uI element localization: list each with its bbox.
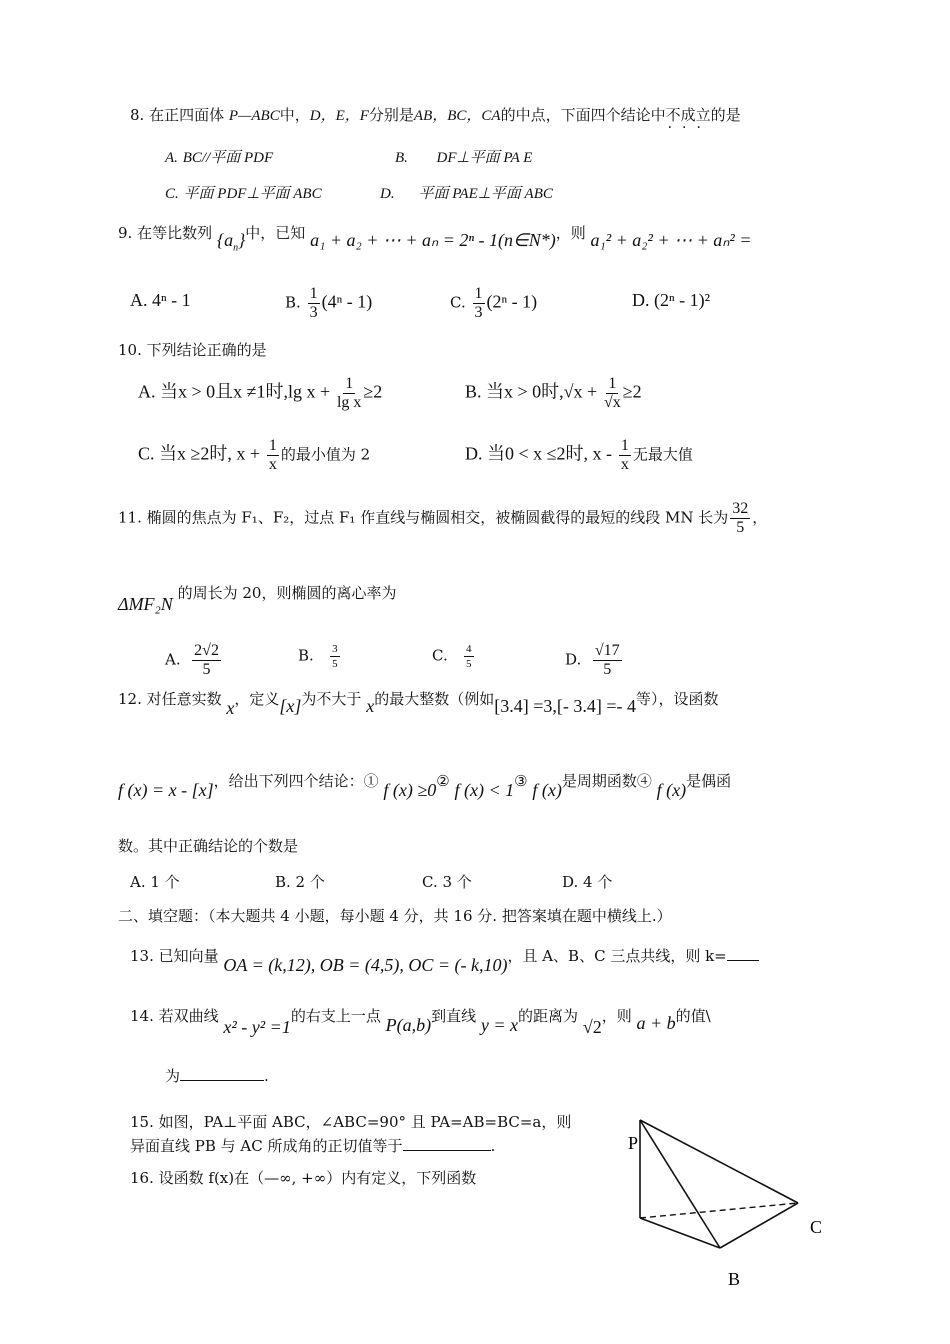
q14-stem-b: 的右支上一点 bbox=[290, 1007, 381, 1025]
q12-func: f (x) = x - [x] bbox=[118, 780, 214, 800]
q11-option-a-fraction bbox=[192, 642, 221, 679]
q10-option-d-num: 1 bbox=[620, 437, 629, 454]
label-c: C bbox=[810, 1217, 823, 1237]
q10-option-a-num: 1 bbox=[345, 375, 354, 392]
q11-stem-2 bbox=[118, 582, 397, 614]
q11-option-c-fraction bbox=[464, 642, 474, 671]
q10-option-d-fraction bbox=[619, 437, 631, 474]
q9-seq-sub: n bbox=[233, 242, 239, 254]
q9-stem-a: 9. 在等比数列 bbox=[118, 224, 213, 242]
q10-option-b bbox=[465, 375, 642, 412]
q12-conclusion-1: f (x) ≥0 bbox=[383, 780, 437, 800]
q12-x2: x bbox=[366, 696, 375, 716]
q12-stem-f: ，给出下列四个结论：① bbox=[213, 772, 379, 790]
q8-stem-a: 8. 在正四面体 bbox=[130, 106, 225, 124]
q10-option-a bbox=[138, 375, 382, 412]
q11-fraction bbox=[730, 500, 750, 537]
q15-answer-blank bbox=[403, 1136, 491, 1151]
q16-stem: 16. 设函数 f(x)在（—∞, +∞）内有定义，下列函数 bbox=[130, 1169, 477, 1187]
q9-stem-c: ，则 bbox=[555, 224, 586, 242]
q11-stem-comma: ， bbox=[752, 508, 768, 527]
q9-seq-end: } bbox=[238, 230, 246, 250]
q10-option-a-den: lg x bbox=[336, 394, 362, 411]
q14-stem-d: 的距离为 bbox=[518, 1007, 579, 1025]
q11-option-c bbox=[432, 642, 476, 671]
q14-line: y = x bbox=[480, 1015, 519, 1035]
label-p: P bbox=[628, 1133, 639, 1153]
edge-pc bbox=[640, 1120, 798, 1203]
q14-formula: x² - y² =1 bbox=[223, 1017, 291, 1037]
q8-stem bbox=[130, 105, 741, 126]
q8-stem-d: D，E，F bbox=[309, 108, 369, 124]
q14-stem-e: ，则 bbox=[601, 1007, 632, 1025]
q11-option-b-fraction bbox=[330, 642, 340, 671]
q11-stem-a: 11. 椭圆的焦点为 F₁、F₂，过点 F₁ 作直线与椭圆相交，被椭圆截得的最短的线段 MN 长为 bbox=[118, 508, 729, 527]
q12-circ2: ② bbox=[436, 772, 450, 790]
q9-option-b-tail: (4ⁿ - 1) bbox=[321, 291, 373, 312]
q15-line-2 bbox=[130, 1136, 495, 1156]
q8-option-c-text: 平面 PDF⊥平面 ABC bbox=[183, 186, 322, 202]
q10-option-c bbox=[138, 437, 370, 474]
q11-option-b-num: 3 bbox=[332, 643, 338, 655]
q12-option-c: C. 3 个 bbox=[422, 873, 472, 891]
q8-option-a-label: A. bbox=[165, 150, 178, 166]
q13-stem bbox=[130, 945, 759, 975]
q11-frac-num: 32 bbox=[732, 500, 749, 517]
q10-option-a-tail: ≥2 bbox=[363, 381, 383, 402]
q9-sequence bbox=[216, 230, 246, 254]
label-b: B bbox=[728, 1269, 741, 1289]
q11-option-d-num: √17 bbox=[594, 642, 620, 659]
q8-stem-b: P—ABC bbox=[228, 108, 280, 124]
q9-option-b-fraction bbox=[308, 285, 320, 322]
q11-option-c-den: 5 bbox=[466, 658, 472, 670]
q12-conclusion-3: f (x) bbox=[532, 780, 562, 800]
q14-stem-f: 的值\ bbox=[675, 1007, 711, 1025]
q11-frac-den: 5 bbox=[736, 519, 745, 536]
q14-stem-h: . bbox=[264, 1067, 269, 1085]
q11-option-a bbox=[165, 642, 223, 679]
q10-option-c-den: x bbox=[268, 456, 277, 473]
section-fill-in-heading: 二、填空题：（本大题共 4 小题，每小题 4 分，共 16 分. 把答案填在题中横线上.） bbox=[118, 907, 672, 925]
q10-option-c-fraction bbox=[267, 437, 279, 474]
q9-option-c-num: 1 bbox=[474, 285, 483, 302]
q14-distance: √2 bbox=[582, 1017, 602, 1037]
q12-x1: x bbox=[226, 698, 235, 718]
edge-ab bbox=[640, 1218, 720, 1248]
q9-option-b bbox=[285, 285, 372, 322]
q10-option-c-text: C. 当x ≥2时, x + bbox=[138, 443, 261, 464]
q8-option-d bbox=[380, 183, 553, 204]
q9-option-c-fraction bbox=[473, 285, 485, 322]
q13-answer-blank bbox=[727, 946, 759, 961]
q11-option-d-fraction bbox=[593, 642, 622, 679]
q12-circ3: ③ bbox=[514, 772, 528, 790]
q10-option-d bbox=[465, 437, 693, 474]
q9-option-c-label: C. bbox=[450, 293, 466, 312]
q11-option-a-label: A. bbox=[165, 650, 181, 669]
q8-stem-f: AB，BC，CA bbox=[413, 108, 501, 124]
q8-option-d-text: 平面 PAE⊥平面 ABC bbox=[418, 186, 553, 202]
q9-option-c-tail: (2ⁿ - 1) bbox=[486, 291, 538, 312]
q12-option-d: D. 4 个 bbox=[562, 873, 613, 891]
q12-conclusion-4: f (x) bbox=[656, 780, 687, 800]
q10-option-c-num: 1 bbox=[268, 437, 277, 454]
edge-pb bbox=[640, 1120, 720, 1248]
q12-option-a: A. 1 个 bbox=[130, 873, 180, 891]
q12-bx: [x] bbox=[279, 696, 302, 716]
q14-stem-2 bbox=[165, 1066, 269, 1086]
q12-stem-g: 是周期函数④ bbox=[561, 772, 652, 790]
q11-option-d-label: D. bbox=[565, 650, 582, 669]
q13-stem-a: 13. 已知向量 bbox=[130, 947, 219, 965]
q14-sum: a + b bbox=[636, 1013, 676, 1033]
q9-option-c bbox=[450, 285, 537, 322]
q9-option-d: D. (2ⁿ - 1)² bbox=[632, 290, 711, 310]
q12-stem-2 bbox=[118, 770, 732, 800]
q8-option-a-text: BC//平面 PDF bbox=[182, 150, 274, 166]
q8-stem-e: 分别是 bbox=[368, 106, 414, 124]
q14-stem bbox=[130, 1005, 711, 1037]
q10-stem: 10. 下列结论正确的是 bbox=[118, 341, 267, 359]
q8-stem-g: 的中点，下面四个结论中 bbox=[500, 106, 666, 124]
q11-option-a-den: 5 bbox=[202, 661, 211, 678]
q10-option-b-den: √x bbox=[603, 394, 621, 411]
q11-option-c-label: C. bbox=[432, 646, 448, 665]
q8-option-a bbox=[165, 147, 273, 168]
q8-stem-c: 中， bbox=[279, 106, 310, 124]
q9-stem-b: 中，已知 bbox=[245, 224, 306, 242]
q14-stem-a: 14. 若双曲线 bbox=[130, 1007, 219, 1025]
q11-option-b-label: B. bbox=[298, 646, 314, 665]
q13-stem-b: ，且 A、B、C 三点共线，则 k= bbox=[507, 947, 727, 965]
q15-line-2-text: 异面直线 PB 与 AC 所成角的正切值等于 bbox=[130, 1137, 403, 1155]
q10-option-a-text: A. 当x > 0且x ≠1时,lg x + bbox=[138, 381, 331, 402]
q11-option-d bbox=[565, 642, 624, 679]
q12-stem-b: ，定义 bbox=[234, 690, 280, 708]
q8-option-b-label: B. bbox=[395, 150, 408, 166]
q12-stem-c: 为不大于 bbox=[301, 690, 362, 708]
q12-stem-3: 数。其中正确结论的个数是 bbox=[118, 837, 299, 855]
q8-option-b-text: DF⊥平面 PA E bbox=[436, 150, 533, 166]
q15-line-1: 15. 如图，PA⊥平面 ABC，∠ABC=90° 且 PA=AB=BC=a，则 bbox=[130, 1113, 572, 1131]
q10-option-d-text: D. 当0 < x ≤2时, x - bbox=[465, 443, 613, 464]
q11-triangle: ΔMF₂N bbox=[118, 594, 173, 614]
q12-stem-d: 的最大整数（例如 bbox=[374, 690, 495, 708]
q8-option-c-label: C. bbox=[165, 186, 179, 202]
q11-option-b bbox=[298, 642, 342, 671]
q15-line-2-end: . bbox=[490, 1137, 496, 1155]
q11-stem bbox=[118, 500, 767, 537]
q8-option-c bbox=[165, 183, 322, 204]
q9-option-b-den: 3 bbox=[309, 304, 318, 321]
q11-option-c-num: 4 bbox=[466, 643, 472, 655]
q11-option-d-den: 5 bbox=[603, 661, 612, 678]
q12-conclusion-2: f (x) < 1 bbox=[454, 780, 515, 800]
q8-option-b bbox=[395, 147, 532, 168]
q14-stem-g: 为 bbox=[165, 1067, 181, 1085]
q10-option-a-fraction bbox=[337, 375, 361, 412]
q8-stem-i: 的是 bbox=[710, 106, 741, 124]
q10-option-b-text: B. 当x > 0时,√x + bbox=[465, 381, 598, 402]
q14-point: P(a,b) bbox=[385, 1015, 432, 1035]
q12-example: [3.4] =3,[- 3.4] =- 4 bbox=[494, 696, 637, 716]
q10-option-d-tail: 无最大值 bbox=[632, 445, 693, 464]
q9-seq: {a bbox=[216, 230, 234, 250]
q11-option-a-num: 2√2 bbox=[194, 642, 219, 659]
q8-emphasis: 不成立 · · · bbox=[666, 106, 711, 124]
q8-option-d-label: D. bbox=[380, 186, 395, 202]
q12-stem-h: 是偶函 bbox=[686, 772, 732, 790]
q10-option-b-tail: ≥2 bbox=[622, 381, 642, 402]
q14-answer-blank bbox=[180, 1066, 264, 1081]
q10-option-c-tail: 的最小值为 2 bbox=[280, 445, 371, 464]
q12-option-b: B. 2 个 bbox=[275, 873, 325, 891]
q10-option-b-num: 1 bbox=[608, 375, 617, 392]
q12-stem-e: 等），设函数 bbox=[636, 690, 719, 708]
tetrahedron-figure bbox=[600, 1105, 840, 1315]
q11-option-b-den: 5 bbox=[332, 658, 338, 670]
q12-stem bbox=[118, 688, 719, 718]
q14-stem-c: 到直线 bbox=[431, 1007, 477, 1025]
q9-stem bbox=[118, 222, 752, 254]
q9-option-a: A. 4ⁿ - 1 bbox=[130, 290, 191, 310]
q12-stem-a: 12. 对任意实数 bbox=[118, 690, 222, 708]
q9-option-b-label: B. bbox=[285, 293, 301, 312]
q9-option-c-den: 3 bbox=[474, 304, 483, 321]
q9-formula2: a₁² + a₂² + ⋯ + aₙ² = bbox=[590, 230, 752, 250]
q10-option-b-fraction bbox=[604, 375, 621, 412]
q10-option-d-den: x bbox=[620, 456, 629, 473]
q13-formula: OA = (k,12), OB = (4,5), OC = (- k,10) bbox=[223, 955, 508, 975]
q9-formula: a₁ + a₂ + ⋯ + aₙ = 2ⁿ - 1(n∈N*) bbox=[310, 230, 556, 250]
q9-option-b-num: 1 bbox=[309, 285, 318, 302]
q11-stem-b: 的周长为 20，则椭圆的离心率为 bbox=[177, 584, 397, 602]
